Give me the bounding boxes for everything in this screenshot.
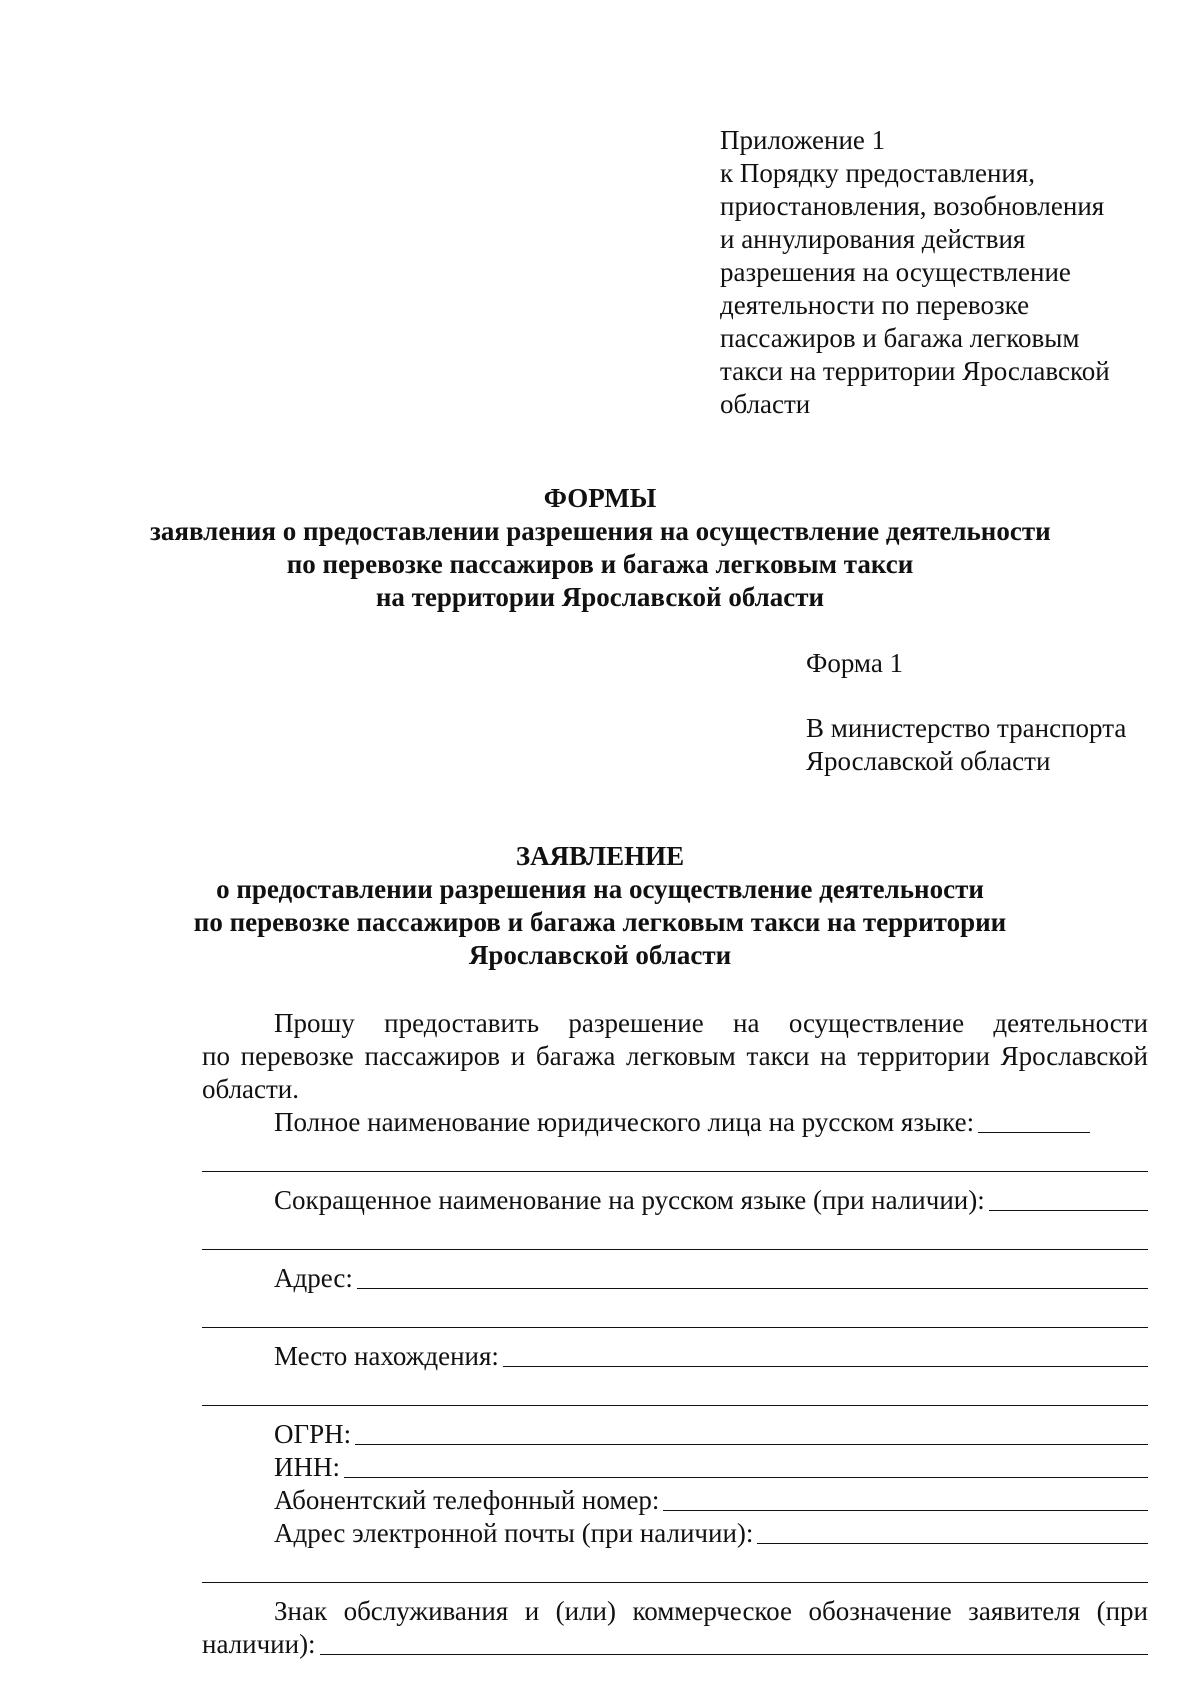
full-name-continuation-blank[interactable] [202,1139,1148,1172]
email-continuation-blank[interactable] [202,1550,1148,1583]
ogrn-field [202,1418,1148,1451]
short-name-label: Сокращенное наименование на русском языке (при наличии): [274,1185,985,1215]
appendix-line: деятельности по перевозке [720,290,1030,320]
full-name-field [202,1106,1148,1139]
appendix-line: пассажиров и багажа легковым [720,323,1080,353]
full-name-blank[interactable] [978,1108,1090,1133]
forms-subtitle-line: по перевозке пассажиров и багажа легковым такси [286,549,914,579]
service-mark-field [202,1628,1148,1661]
form-number: Форма 1 [806,648,904,678]
addressee [806,712,1126,778]
email-field [202,1517,1148,1550]
phone-field [202,1484,1148,1517]
service-mark-label-line: Знак обслуживания и (или) коммерческое обозначение заявителя (при [274,1596,1148,1626]
short-name-blank[interactable] [989,1186,1148,1211]
appendix-line: области [720,389,811,419]
location-field [202,1340,1148,1373]
location-label: Место нахождения: [274,1341,499,1371]
ogrn-blank[interactable] [355,1420,1148,1445]
email-blank[interactable] [757,1519,1148,1544]
appendix-line: такси на территории Ярославской [720,356,1110,386]
forms-subtitle-line: на территории Ярославской области [375,582,825,612]
full-name-label: Полное наименование юридического лица на русском языке: [274,1107,975,1137]
forms-subtitle-line: заявления о предоставлении разрешения на осуществление деятельности [150,516,1051,546]
application-body [202,1007,1148,1661]
application-subtitle-line: по перевозке пассажиров и багажа легковым такси на территории [193,907,1007,937]
inn-label: ИНН: [274,1452,340,1482]
phone-label: Абонентский телефонный номер: [274,1485,660,1515]
addressee-line: Ярославской области [806,746,1051,776]
appendix-line: Приложение 1 [720,125,886,155]
location-blank[interactable] [503,1342,1148,1367]
addressee-line: В министерство транспорта [806,713,1127,743]
ogrn-label: ОГРН: [274,1419,352,1449]
email-label: Адрес электронной почты (при наличии): [274,1518,754,1548]
forms-title [150,482,1050,614]
service-mark-blank[interactable] [320,1630,1148,1655]
application-heading: ЗАЯВЛЕНИЕ [515,841,685,871]
request-text-line: Прошу предоставить разрешение на осуществление деятельности [274,1008,1148,1038]
service-mark-label: наличии): [202,1629,316,1659]
application-title [150,840,1050,972]
appendix-line: приостановления, возобновления [720,191,1105,221]
request-text-line: по перевозке пассажиров и багажа легковым такси на территории Ярославской [202,1041,1148,1071]
appendix-line: разрешения на осуществление [720,257,1071,287]
application-subtitle-line: о предоставлении разрешения на осуществление деятельности [216,874,984,904]
address-field [202,1262,1148,1295]
short-name-continuation-blank[interactable] [202,1217,1148,1250]
short-name-field [202,1184,1148,1217]
address-label: Адрес: [274,1263,353,1293]
request-text-line: области. [202,1074,300,1104]
address-blank[interactable] [357,1264,1148,1289]
phone-blank[interactable] [663,1486,1148,1511]
appendix-line: к Порядку предоставления, [720,158,1036,188]
appendix-line: и аннулирования действия [720,224,1026,254]
location-continuation-blank[interactable] [202,1373,1148,1406]
inn-blank[interactable] [344,1453,1148,1478]
address-continuation-blank[interactable] [202,1295,1148,1328]
application-subtitle-line: Ярославской области [468,940,732,970]
appendix-note [720,124,1160,421]
forms-heading: ФОРМЫ [543,483,657,513]
inn-field [202,1451,1148,1484]
